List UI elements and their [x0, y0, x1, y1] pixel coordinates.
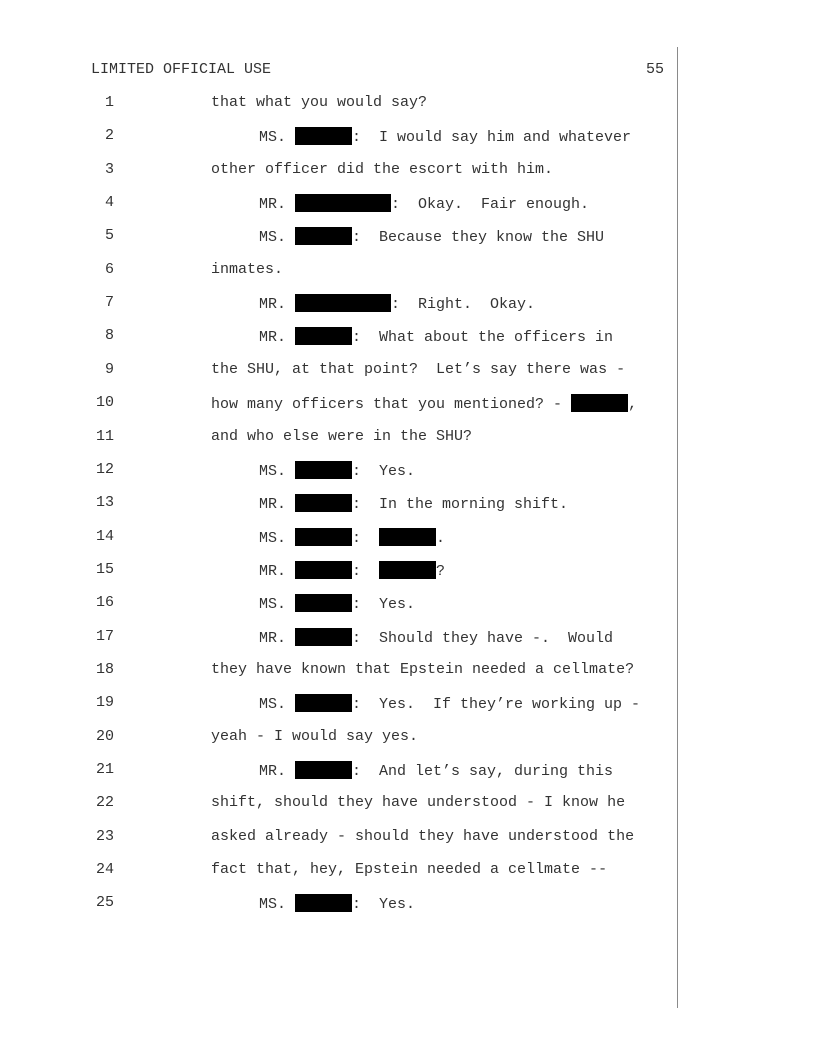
transcript-line: [0, 861, 700, 883]
transcript-line: [0, 661, 700, 683]
line-text-segment: MR.: [259, 329, 296, 347]
redaction-box: [295, 528, 352, 546]
line-text: [259, 628, 613, 647]
line-text-segment: MS.: [259, 229, 296, 247]
line-text-segment: : And let’s say, during this: [352, 763, 614, 780]
classification-header: LIMITED OFFICIAL USE: [91, 61, 272, 78]
line-text-segment: asked already - should they have understood the: [211, 827, 635, 845]
line-text-segment: and who else were in the SHU?: [211, 427, 473, 445]
redaction-box: [295, 127, 352, 145]
line-text: [211, 394, 637, 413]
line-text-segment: other officer did the escort with him.: [211, 160, 554, 178]
redaction-box: [295, 227, 352, 245]
transcript-line: [0, 894, 700, 916]
line-text-segment: : Yes.: [352, 896, 416, 914]
transcript-line: [0, 561, 700, 583]
line-number: 19: [95, 694, 114, 712]
line-text-segment: the SHU, at that point? Let’s say there was -: [211, 360, 626, 378]
line-text-segment: ?: [436, 562, 446, 580]
line-text: [259, 461, 415, 480]
line-number: 22: [95, 794, 114, 812]
line-text: [259, 894, 415, 913]
line-number: 12: [95, 460, 114, 478]
line-text-segment: : I would say him and whatever: [352, 129, 632, 147]
line-text: [211, 361, 625, 378]
line-text-segment: : Right. Okay.: [391, 296, 536, 314]
line-text: [211, 794, 625, 811]
redaction-box: [295, 628, 352, 646]
line-text: [259, 194, 589, 213]
transcript-line: [0, 628, 700, 650]
line-number: 13: [95, 494, 114, 512]
line-text-segment: that what you would say?: [211, 94, 428, 111]
line-text-segment: MS.: [259, 129, 296, 147]
line-text-segment: yeah - I would say yes.: [211, 727, 419, 745]
transcript-line: [0, 494, 700, 516]
line-number: 24: [95, 861, 114, 879]
redaction-box: [379, 561, 436, 579]
line-text: [211, 728, 418, 745]
line-number: 23: [95, 827, 114, 845]
transcript-line: [0, 761, 700, 783]
redaction-box: [295, 461, 352, 479]
line-text-segment: : Yes. If they’re working up -: [352, 696, 641, 714]
line-text-segment: : Yes.: [352, 462, 416, 480]
transcript-line: [0, 528, 700, 550]
transcript-line: [0, 594, 700, 616]
line-text: [259, 761, 613, 780]
transcript-line: [0, 394, 700, 416]
redaction-box: [571, 394, 628, 412]
line-text-segment: ,: [628, 396, 638, 414]
line-number: 8: [104, 327, 114, 345]
line-number: 17: [95, 627, 114, 645]
line-text-segment: : Should they have -. Would: [352, 629, 614, 647]
transcript-line: [0, 194, 700, 216]
transcript-line: [0, 161, 700, 183]
line-text-segment: MS.: [259, 596, 296, 614]
line-text-segment: fact that, hey, Epstein needed a cellmate --: [211, 861, 608, 879]
redaction-box: [295, 561, 352, 579]
line-text-segment: shift, should they have understood - I know he: [211, 794, 626, 812]
transcript-line: [0, 361, 700, 383]
line-text: [259, 528, 445, 547]
redaction-box: [295, 294, 391, 312]
line-number: 1: [104, 94, 114, 111]
line-text-segment: inmates.: [211, 260, 284, 278]
transcript-line: [0, 461, 700, 483]
line-text: [211, 861, 607, 878]
transcript-line: [0, 227, 700, 249]
line-number: 21: [95, 761, 114, 778]
line-text: [211, 428, 472, 445]
line-number: 9: [104, 360, 114, 378]
transcript-line: [0, 794, 700, 816]
redaction-box: [295, 194, 391, 212]
page-number: 55: [646, 61, 665, 78]
line-text-segment: MS.: [259, 462, 296, 480]
line-number: 11: [95, 427, 114, 445]
line-text-segment: MR.: [259, 496, 296, 514]
redaction-box: [295, 494, 352, 512]
line-text: [211, 661, 634, 678]
line-text-segment: : In the morning shift.: [352, 496, 569, 514]
redaction-box: [295, 594, 352, 612]
transcript-line: [0, 94, 700, 116]
line-number: 14: [95, 527, 114, 545]
line-text: [211, 94, 427, 111]
transcript-line: [0, 294, 700, 316]
line-number: 25: [95, 894, 114, 912]
line-text-segment: : Because they know the SHU: [352, 229, 605, 247]
transcript-line: [0, 694, 700, 716]
line-text-segment: MR.: [259, 196, 296, 214]
line-text: [259, 561, 445, 580]
line-text: [211, 161, 553, 178]
line-text-segment: MR.: [259, 562, 296, 580]
line-text: [259, 694, 640, 713]
line-text-segment: : Okay. Fair enough.: [391, 196, 590, 214]
line-text: [211, 828, 634, 845]
line-text-segment: MR.: [259, 763, 296, 780]
line-number: 3: [104, 160, 114, 178]
line-text: [259, 594, 415, 613]
line-text-segment: :: [352, 562, 380, 580]
line-text-segment: MS.: [259, 529, 296, 547]
transcript-line: [0, 261, 700, 283]
line-number: 18: [95, 660, 114, 678]
transcript-line: [0, 327, 700, 349]
line-text-segment: : What about the officers in: [352, 329, 614, 347]
transcript-line: [0, 728, 700, 750]
line-number: 4: [104, 194, 114, 212]
line-text-segment: :: [352, 529, 380, 547]
line-text: [259, 127, 631, 146]
line-text-segment: MR.: [259, 629, 296, 647]
redaction-box: [295, 327, 352, 345]
line-text-segment: MS.: [259, 896, 296, 914]
line-number: 2: [104, 127, 114, 145]
line-number: 16: [95, 594, 114, 612]
line-text-segment: they have known that Epstein needed a cellmate?: [211, 660, 635, 678]
line-text: [259, 494, 568, 513]
line-text-segment: .: [436, 529, 446, 547]
line-text: [259, 294, 535, 313]
line-number: 7: [104, 294, 114, 312]
line-text-segment: how many officers that you mentioned? -: [211, 396, 572, 414]
line-number: 10: [95, 394, 114, 412]
line-text-segment: MR.: [259, 296, 296, 314]
redaction-box: [379, 528, 436, 546]
redaction-box: [295, 694, 352, 712]
transcript-line: [0, 127, 700, 149]
line-number: 15: [95, 560, 114, 578]
line-text: [259, 327, 613, 346]
line-number: 6: [104, 260, 114, 278]
line-text: [259, 227, 604, 246]
line-text-segment: : Yes.: [352, 596, 416, 614]
line-text: [211, 261, 283, 278]
line-text-segment: MS.: [259, 696, 296, 714]
redaction-box: [295, 894, 352, 912]
redaction-box: [295, 761, 352, 779]
line-number: 5: [104, 227, 114, 245]
transcript-line: [0, 828, 700, 850]
transcript-line: [0, 428, 700, 450]
line-number: 20: [95, 727, 114, 745]
